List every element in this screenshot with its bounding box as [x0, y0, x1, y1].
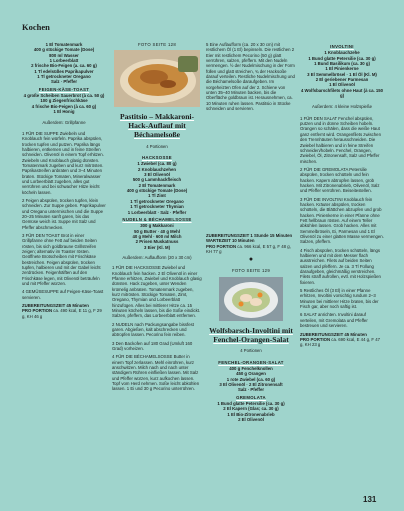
prep-time: ZUBEREITUNGSZEIT 45 Minuten	[22, 303, 89, 309]
section-heading: GREMOLATA	[236, 394, 266, 400]
ingredient: 2 El Tomatenmark	[138, 182, 176, 188]
ingredient: 3 Eier (Kl. M)	[143, 244, 171, 250]
section-heading: FENCHEL-ORANGEN-SALAT	[218, 359, 284, 365]
page-title: Kochen	[22, 22, 50, 32]
ingredient: 400 g stückige Tomate (Dose)	[126, 188, 188, 194]
step: 3 FÜR DEN TOAST Brot in einer Grillpfanne ohne Fett auf beiden Seiten rösten, bis sich goldbraune Grillstreifen zeigen; alternativ im Toaster rösten. Geöffnete Brotscheiben mit Frischkäse bestreichen. Feigen abspülen, trocken tupfen, halbieren und mit der Gabel leicht zerdrücken. Feigenhälften auf den Frischkäse legen, mit Olivenöl beträufeln und mit Pfeffer würzen.	[22, 233, 101, 287]
prep-time: ZUBEREITUNGSZEIT 1 Stunde 15 Minuten	[206, 233, 293, 238]
step: 3 Den Backofen auf 180 Grad (Umluft 160 Grad) vorheizen.	[112, 340, 193, 352]
ingredient: 1 Zwiebel (ca. 80 g)	[137, 161, 177, 167]
ingredient: 1 El Bio-Zitronenabrieb	[227, 411, 275, 417]
recipe-title: Wolfsbarsch-Involtini mit Fenchel-Orangen-Salat	[209, 325, 293, 344]
step: 4 Fisch abspülen, trocken schütteln, längs halbieren und mit dem Messer flach ausstreichen. Filets auf beiden Seiten salzen und pfeffern. Je ca. 3 Tl Füllung daraufgeben, gleichmäßig verstreichen. Filets straff aufrollen, evtl. mit Holzspießen fixieren.	[300, 247, 381, 285]
ingredient: 1 Bund glatte Petersilie (ca. 30 g)	[308, 55, 376, 61]
ingredient: 1 rote Zwiebel (ca. 60 g)	[226, 376, 276, 382]
ingredient: 1 El Honig	[53, 109, 75, 115]
step: 3 FÜR DIE INVOLTINI Knoblauch fein hacken. Kräuter abspülen, trocken schütteln, die Blättchen abzupfen und grob hacken. Pinienkerne in einer Pfanne ohne Fett hellbraun rösten. Auf einem Teller abkühlen lassen. Grob hacken. Alles mit Semmelbröseln, Ei, Parmesan und 1 El Olivenöl zu einer glatten Masse vermengen. Salzen, pfeffern.	[300, 196, 384, 245]
step: 1 FÜR DEN SALAT Fenchel abspülen, putzen und in dünne Scheiben hobeln. Orangen so schälen, dass die weiße Haut ganz entfernt wird. Orangenfilets zwischen den Trennhäuten herausschneiden. Die Zwiebel halbieren und in feine Streifen schneiden/hobeln. Fenchel, Orangen, Zwiebel, Öl, Zitronensaft, Salz und Pfeffer mischen.	[300, 115, 381, 164]
step: 5 Restliches Öl (3 El) in einer Pfanne erhitzen, Involtini vorsichtig rundum 2–3 Minuten bei mittlerer Hitze braten, bis der Fisch gar, aber noch saftig ist.	[300, 288, 379, 310]
portions: 4 Portionen	[146, 143, 168, 149]
ingredient: 2 frische Bio-Feigen (a. ca. 60 g)	[31, 63, 97, 69]
ingredient: 1 Tl edelsüßes Paprikapulver	[34, 68, 94, 74]
step: 2 NUDELN nach Packungsangabe bissfest garen. Abgießen, kalt abschrecken und abtropfen lassen. Pecorino fein reiben.	[112, 321, 194, 338]
nutrition-info	[300, 337, 384, 348]
ingredient: 3 El Olivenöl · 2 El Zitronensaft	[219, 382, 283, 388]
step: 6 SALAT anrichten. Involtini darauf verteilen, mit Gremolata und Pfeffer bestreuen und servieren.	[300, 312, 368, 329]
photo-caption: FOTO SEITE 129	[231, 268, 271, 274]
step: 1 FÜR DIE HACKSOSSE Zwiebel und Knoblauch fein hacken. 2 El Olivenöl in einer Pfanne erhitzen, Zwiebel und Knoblauch glasig dünsten. Hack zugeben, unter Wenden krümelig anbraten. Tomatenmark zugeben, kurz mitrösten. Stückige Tomaten, Zimt, Oregano, Thymian und Lorbeerblatt hinzufügen. Alles bei mittlerer Hitze ca. 15 Minuten köcheln lassen, bis die Soße eindickt. Salzen, pfeffern, das Lorbeerblatt entfernen.	[112, 265, 202, 319]
nutrition-label: PRO PORTION	[206, 243, 237, 249]
ingredient: 1 Tl Zimt	[148, 193, 166, 199]
ingredient: Salz · Pfeffer	[237, 387, 265, 393]
salat-ingredient-list	[206, 366, 296, 393]
involtini-photo	[219, 277, 283, 321]
ingredient: 1 Bund Basilikum (ca. 30 g)	[314, 61, 370, 67]
ingredient: 4 große Scheiben Sauerbrot (à ca. 50 g)	[23, 93, 105, 99]
ingredient: 2 Prisen Muskatnuss	[135, 239, 179, 245]
step: 4 FÜR DIE BÉCHAMELSOSSE Butter in einem Topf zerlassen. Mehl einrühren, kurz anschwitzen. Milch nach und nach unter ständigem Rühren einfließen lassen. Mit Salz und Pfeffer würzen, kurz aufkochen lassen. Topf vom Herd nehmen. Soße leicht abkühlen lassen. 1 Ei und 30 g Pecorino unterrühren.	[112, 354, 200, 392]
ingredient: 500 g Lammhackfleisch	[132, 177, 182, 183]
toast-ingredient-list	[22, 93, 106, 114]
page-number: 131	[363, 495, 377, 504]
ingredient: 1 Knoblauchzehe	[324, 50, 360, 56]
ingredient: 400 g Fenchelknollen	[229, 366, 273, 371]
ingredient: 40 g Mehl · 600 ml Milch	[132, 233, 182, 239]
nutrition-values: ca. 690 kcal, E 44 g, F 47 g, KH 23 g	[300, 336, 381, 348]
ingredient: 1 Bund glatte Petersilie (ca. 30 g)	[217, 401, 285, 407]
ingredient: 50 g Butter · 40 g Mehl	[134, 228, 180, 234]
gremolata-ingredient-list	[206, 401, 296, 422]
ingredient: 1 Tl getrockneter Thymian	[130, 204, 184, 210]
section-heading: INVOLTINI	[330, 44, 354, 49]
extra-equipment: Außerdem: Grillpfanne	[42, 120, 86, 126]
extra-equipment: Außerdem: Auflaufform (20 x 30 cm)	[122, 254, 192, 260]
ingredient: 3 El Olivenöl	[144, 172, 170, 178]
ingredient: 800 ml Wasser	[49, 52, 79, 58]
ingredient: 3 El Semmelbrösel · 1 El Öl (Kl. M)	[307, 71, 377, 77]
ingredient: 2 El Kapern (Glas; ca. 30 g)	[223, 406, 279, 412]
ingredient: 1 Lorbeerblatt · Salz · Pfeffer	[127, 209, 187, 215]
nutrition-label: PRO PORTION	[300, 336, 331, 342]
ingredient: 1 El Tomatenmark	[45, 42, 83, 47]
ingredient: 1 El Pinienkerne	[325, 66, 359, 72]
ingredient: 300 g Makkaroni	[140, 223, 174, 229]
column-1	[22, 42, 106, 319]
ingredient: 4 Wolfsbarschfilets ohne Haut (à ca. 150 g)	[300, 87, 384, 99]
portions: 4 Portionen	[240, 348, 262, 354]
section-heading: NUDELN & BÉCHAMELSOSSE	[122, 216, 192, 222]
recipe-title: Pastitsio – Makkaroni-Hack-Auflauf mit Béchamelsoße	[119, 112, 195, 139]
step: 4 GEMÜSESUPPE auf Feigen-Käse-Toast servieren.	[22, 289, 104, 300]
ingredient: 450 g Orangen	[236, 371, 266, 377]
soup-ingredient-list	[22, 42, 106, 85]
ingredient: 400 g stückige Tomate (Dose)	[33, 47, 95, 53]
ingredient: 1 Lorbeerblatt	[49, 58, 79, 64]
section-heading: FEIGEN-KÄSE-TOAST	[38, 86, 90, 92]
ingredient: 2 El Olivenöl	[238, 417, 264, 423]
ingredient: 1 Tl getrockneter Oregano	[130, 198, 184, 204]
separator-dot: ●	[248, 256, 254, 264]
ingredient: 1 Tl getrockneter Oregano	[37, 74, 91, 80]
step: 1 FÜR DIE SUPPE Zwiebeln und Knoblauch fein würfeln. Paprika abspülen, trocken tupfen und putzen. Paprika längs halbieren, entkernen und in feine Streifen schneiden. Olivenöl in einem Topf erhitzen. Zwiebeln und Knoblauch glasig dünsten. Tomatenmark zugeben und kurz mitrösten. Paprikastreifen anbraten und 3–4 Minuten braten. Stückige Tomaten, Mineralwasser und Lorbeerblatt zugeben, alles gut verrühren und bei schwacher Hitze leicht köcheln lassen.	[22, 130, 104, 195]
ingredient: 100 g Ziegenfrischkäse	[40, 98, 88, 104]
wait-time: WARTEZEIT 10 Minuten	[206, 238, 255, 244]
section-heading: HACKSOSSE	[142, 155, 172, 161]
involtini-ingredient-list	[300, 50, 384, 98]
nutrition-info	[206, 244, 296, 255]
nutrition-values: ca. 966 kcal, E 57 g, F 48 g, KH 77 g	[206, 243, 291, 255]
column-2	[112, 42, 202, 392]
ingredient: 2 El geriebener Parmesan	[315, 77, 369, 83]
ingredient: 2 Knoblauchzehen	[138, 166, 176, 172]
step: 2 Feigen abspülen, trocken tupfen, klein schneiden. Zur Suppe geben. Paprikapulver und Oregano untermischen und die Suppe 20–25 Minuten sanft garen, bis das Gemüse weich ist. Suppe mit Salz und Pfeffer abschmecken.	[22, 197, 106, 230]
hack-ingredient-list	[112, 161, 202, 214]
photo-caption: FOTO SEITE 128	[137, 42, 177, 47]
step: 2 FÜR DIE GREMOLATA Petersilie abspülen, trocken schütteln und fein hacken. Kapern abtropfen lassen, grob hacken. Mit Zitronenabrieb, Olivenöl, Salz und Pfeffer verrühren. Beiseitestellen.	[300, 166, 380, 194]
column-4	[300, 42, 384, 348]
column-3	[206, 42, 296, 422]
nutrition-values: ca. 490 kcal, E 11 g, F 29 g, KH 46 g	[22, 308, 102, 319]
nudeln-ingredient-list	[112, 223, 202, 250]
prep-time: ZUBEREITUNGSZEIT 45 Minuten	[300, 331, 367, 337]
ingredient: Salz · Pfeffer	[50, 79, 78, 85]
nutrition-label: PRO PORTION	[22, 308, 53, 314]
ingredient: 4 frische Bio-Feigen (à ca. 60 g)	[31, 103, 97, 109]
step-continued: 5 Eine Auflaufform (ca. 20 x 30 cm) mit restlichem Öl (1 El) bepinseln. Die restlichen 2 Eier mit restlichem Pecorino (50 g) glatt verrühren, salzen, pfeffern. Mit den Nudeln vermengen. ½ der Nudelmischung in der Form füllen und glatt streichen, ¾ der Hacksoße darauf verteilen. Restliche Nudelmischung und die Béchamelsoße daraufgeben. Im vorgeheizten Ofen auf der 2. Schiene von unten 35–40 Minuten backen, bis die Oberfläche goldbraun ist. Herausnehmen, ca. 10 Minuten ruhen lassen. Pastitsio in Stücke schneiden und servieren.	[206, 42, 295, 112]
nutrition-info	[22, 308, 106, 319]
ingredient: 1 El Olivenöl	[329, 82, 355, 88]
extra-equipment: Außerdem: 4 kleine Holzspieße	[312, 104, 372, 110]
pastitsio-photo	[114, 50, 200, 107]
